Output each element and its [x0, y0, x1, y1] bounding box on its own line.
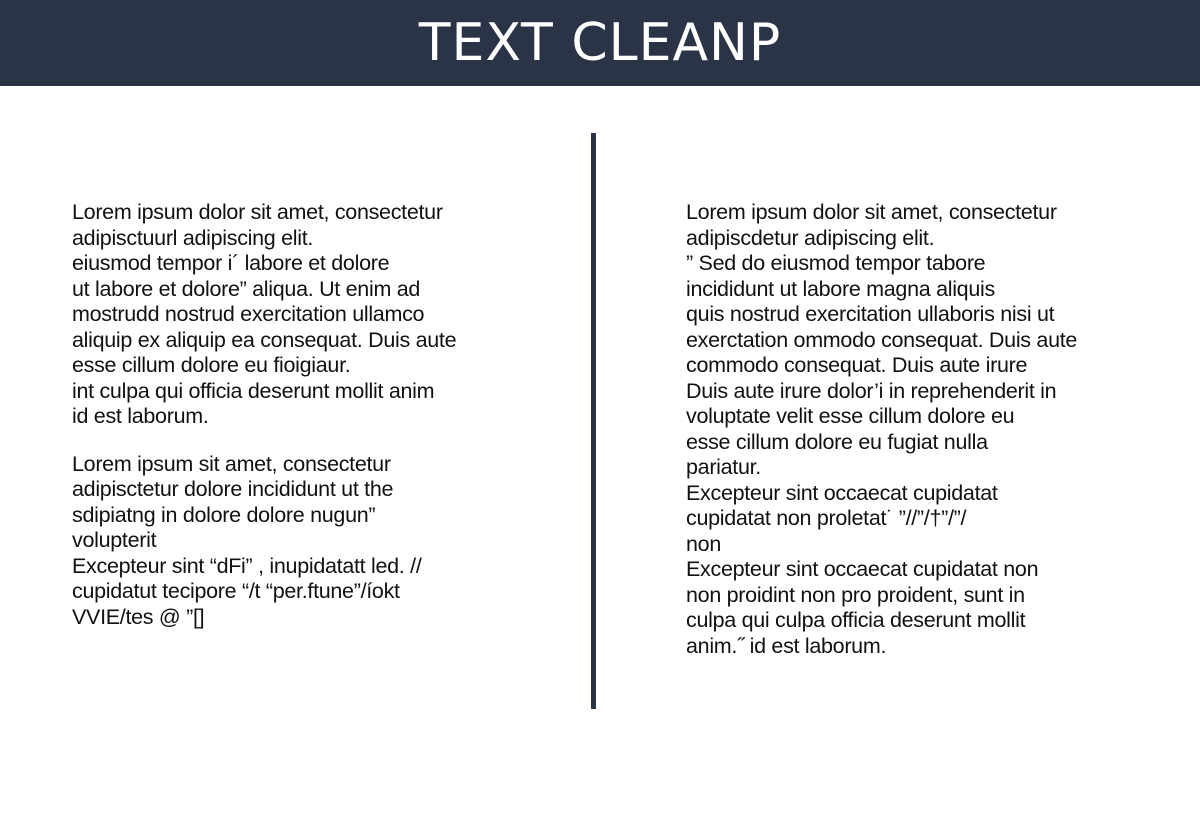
text-line: Lorem ipsum dolor sit amet, consectetur [72, 200, 443, 224]
paragraph-gap [72, 430, 572, 452]
left-text-column [72, 200, 572, 630]
text-line: pariatur. [686, 455, 761, 479]
text-line: non [686, 531, 721, 556]
text-line: sdipiatng in dolore dolore nugun” [72, 502, 376, 527]
text-line: Lorem ipsum sit amet, consectetur [72, 451, 391, 476]
text-line: culpa qui culpa officia deserunt mollit [686, 608, 1026, 632]
text-line: adipisctuurl adipiscing elit. [72, 225, 314, 250]
text-line: Excepteur sint occaecat cupidatat [686, 480, 998, 505]
text-line: int culpa qui officia deserunt mollit anim [72, 378, 435, 403]
text-line: Excepteur sint “dFi” , inupidatatt led. // [72, 553, 422, 578]
text-line: adipiscdetur adipiscing elit. [686, 225, 935, 250]
left-paragraph-2 [72, 452, 572, 631]
column-divider [591, 133, 596, 709]
text-line: eiusmod tempor i´ labore et dolore [72, 251, 390, 275]
left-paragraph-1 [72, 200, 572, 430]
text-line: Excepteur sint occaecat cupidatat non [686, 557, 1039, 581]
text-line: cupidatat non proletat˙ ”//”/†”/”/ [686, 506, 967, 530]
text-line: non proidint non pro proident, sunt in [686, 582, 1025, 607]
text-line: esse cillum dolore eu fioigiaur. [72, 353, 351, 377]
text-line: commodo consequat. Duis aute irure [686, 353, 1028, 377]
text-line: Duis aute irure dolor’i in reprehenderit in [686, 378, 1057, 403]
text-line: cupidatut tecipore “/t “per.ftune”/íokt [72, 579, 400, 603]
page-title: TEXT CLEANP [418, 13, 782, 73]
text-line: esse cillum dolore eu fugiat nulla [686, 429, 988, 454]
header-bar [0, 0, 1200, 86]
text-line: anim.˝ id est laborum. [686, 633, 887, 658]
text-line: quis nostrud exercitation ullaboris nisi ut [686, 302, 1055, 326]
text-line: ut labore et dolore” aliqua. Ut enim ad [72, 276, 421, 301]
right-text-column [686, 200, 1166, 659]
text-line: mostrudd nostrud exercitation ullamco [72, 302, 425, 326]
text-line: volupterit [72, 528, 157, 552]
text-line: ” Sed do eiusmod tempor tabore [686, 251, 986, 275]
text-line: aliquip ex aliquip ea consequat. Duis aute [72, 327, 457, 352]
text-line: VVIE/tes @ ”[] [72, 604, 205, 629]
text-line: voluptate velit esse cillum dolore eu [686, 404, 1015, 428]
text-line: exerctation ommodo consequat. Duis aute [686, 327, 1078, 352]
text-line: Lorem ipsum dolor sit amet, consectetur [686, 200, 1057, 224]
text-line: id est laborum. [72, 404, 209, 428]
text-line: adipisctetur dolore incididunt ut the [72, 477, 394, 501]
text-line: incididunt ut labore magna aliquis [686, 276, 995, 301]
